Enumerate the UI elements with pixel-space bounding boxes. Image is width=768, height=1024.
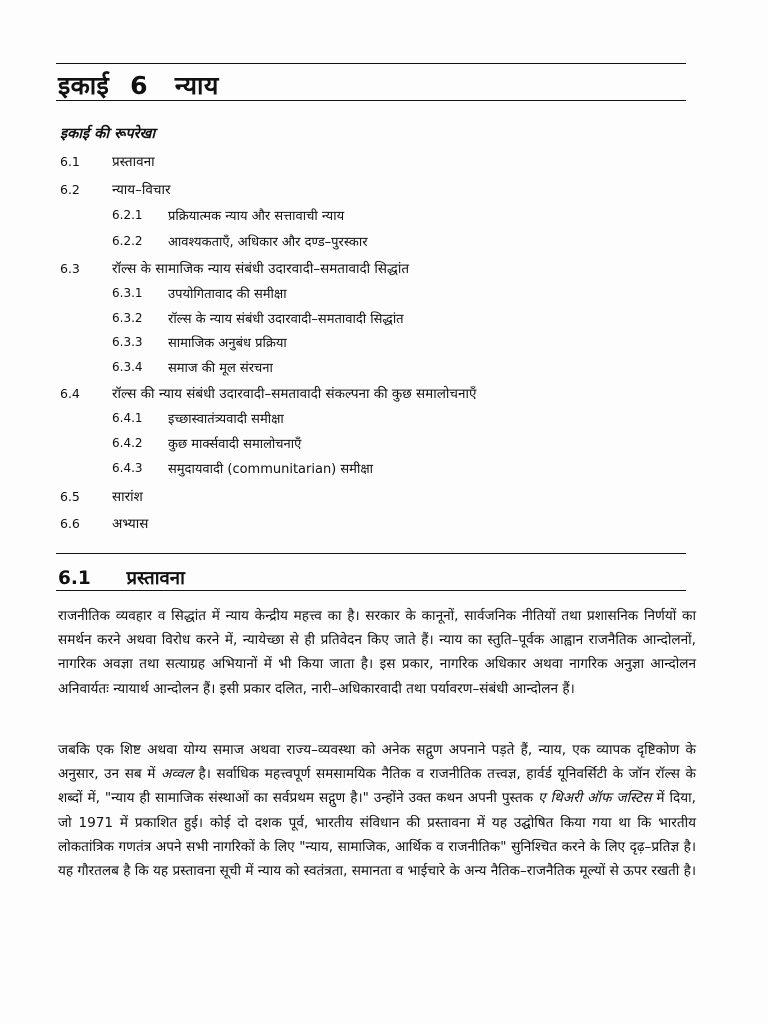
unit-number: 6 <box>130 71 148 100</box>
section-rule-top <box>56 553 686 554</box>
outline-item: 6.4.2 कुछ मार्क्सवादी समालोचनाएँ <box>112 436 302 452</box>
outline-heading: इकाई की रूपरेखा <box>60 126 156 142</box>
outline-item: 6.3.3 सामाजिक अनुबंध प्रक्रिया <box>112 335 287 351</box>
unit-label: इकाई <box>58 71 110 100</box>
outline-item: 6.6 अभ्यास <box>60 516 149 532</box>
paragraph-1: राजनीतिक व्यवहार व सिद्धांत में न्याय केन्द्रीय महत्त्व का है। सरकार के कानूनों, सार्वजनिक नीतियों तथा प्रशासनिक निर्णयों का समर्थन करने अथवा विरोध करने में, न्यायेच्छा से ही प्रतिवेदन किए जाते हैं। न्याय का स्तुति–पूर्वक आह्वान राजनैतिक आन्दोलनों, नागरिक अवज्ञा तथा सत्याग्रह अभियानों में भी किया जाता है। इस प्रकार, नागरिक अधिकार अथवा नागरिक अनुज्ञा आन्दोलन अनिवार्यतः न्यायार्थ आन्दोलन हैं। इसी प्रकार दलित, नारी–अधिकारवादी तथा पर्यावरण–संबंधी आन्दोलन हैं। <box>58 608 696 697</box>
outline-item: 6.3.4 समाज की मूल संरचना <box>112 360 273 376</box>
book-title: ए थिअरी ऑफ जस्टिस <box>538 790 652 807</box>
outline-item: 6.4.1 इच्छास्वातंत्र्यवादी समीक्षा <box>112 411 284 427</box>
outline-item: 6.4.3 समुदायवादी (communitarian) समीक्षा <box>112 461 374 477</box>
outline-item: 6.5 सारांश <box>60 489 143 505</box>
outline-item: 6.3 रॉल्स के सामाजिक न्याय संबंधी उदारवादी–समतावादी सिद्धांत <box>60 261 410 277</box>
section-number: 6.1 <box>58 568 91 589</box>
outline-item: 6.3.2 रॉल्स के न्याय संबंधी उदारवादी–समतावादी सिद्धांत <box>112 311 404 327</box>
section-rule-bottom <box>56 590 686 591</box>
unit-title <box>58 68 219 102</box>
section-heading <box>58 565 185 590</box>
outline-item: 6.4 रॉल्स की न्याय संबंधी उदारवादी–समतावादी संकल्पना की कुछ समालोचनाएँ <box>60 386 477 402</box>
outline-item: 6.2 न्याय–विचार <box>60 182 171 198</box>
unit-title-underline <box>56 100 686 101</box>
outline-item: 6.1 प्रस्तावना <box>60 154 155 170</box>
outline-item: 6.2.1 प्रक्रियात्मक न्याय और सत्तावाची न्याय <box>112 208 345 224</box>
outline-item: 6.2.2 आवश्यकताएँ, अधिकार और दण्ड–पुरस्कार <box>112 234 368 250</box>
outline-item: 6.3.1 उपयोगितावाद की समीक्षा <box>112 286 287 302</box>
paragraph-2: जबकि एक शिष्ट अथवा योग्य समाज अथवा राज्य–व्यवस्था को अनेक सद्गुण अपनाने पड़ते हैं, न्याय, एक व्यापक दृष्टिकोण के अनुसार, उन सब में अव्वल है। सर्वाधिक महत्त्वपूर्ण समसामयिक नैतिक व राजनीतिक तत्त्वज्ञ, हार्वर्ड यूनिवर्सिटी के जॉन रॉल्स के शब्दों में, "न्याय ही सामाजिक संस्थाओं का सर्वप्रथम सद्गुण है।" उन्होंने उक्त कथन अपनी पुस्तक ए थिअरी ऑफ जस्टिस में दिया, जो 1971 में प्रकाशित हुई। कोई दो दशक पूर्व, भारतीय संविधान की प्रस्तावना में यह उद्घोषित किया गया था कि भारतीय लोकतांत्रिक गणतंत्र अपने सभी नागरिकों के लिए "न्याय, सामाजिक, आर्थिक व राजनीतिक" सुनिश्चित करने के लिए दृढ़–प्रतिज्ञ है। यह गौरतलब है कि यह प्रस्तावना सूची में न्याय को स्वतंत्रता, समानता व भाईचारे के अन्य नैतिक–राजनैतिक मूल्यों से ऊपर रखती है। <box>58 742 696 880</box>
emphasis-text: अव्वल <box>160 766 193 783</box>
unit-name: न्याय <box>174 71 219 100</box>
section-title: प्रस्तावना <box>126 568 185 589</box>
top-rule <box>56 63 686 64</box>
